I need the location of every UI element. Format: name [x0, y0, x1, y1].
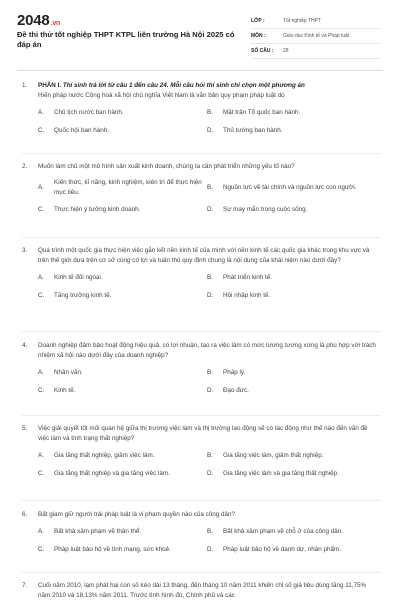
option-a[interactable]	[38, 105, 207, 121]
option-letter: A.	[38, 184, 44, 191]
option-letter: C.	[38, 206, 45, 213]
option-text: Thực hiện ý tưởng kinh doanh.	[54, 206, 141, 213]
option-a[interactable]	[38, 270, 207, 286]
options	[38, 524, 380, 558]
option-a[interactable]	[38, 448, 207, 464]
option-letter: C.	[38, 292, 45, 299]
document-title: Đề thi thử tốt nghiệp THPT KTPL liên trường Hà Nội 2025 có đáp án	[17, 30, 235, 49]
option-text: Gia tăng việc làm và gia tăng thất nghiệp.	[223, 470, 339, 477]
option-letter: A.	[38, 452, 44, 459]
option-letter: D.	[207, 546, 214, 553]
option-d[interactable]	[207, 202, 376, 218]
option-d[interactable]	[207, 383, 376, 399]
question-1	[22, 81, 380, 139]
question-7	[22, 581, 380, 600]
question-divider	[22, 237, 380, 238]
option-text: Chủ tịch nước ban hành.	[54, 109, 124, 116]
option-text: Kinh tế đối ngoại.	[54, 274, 103, 281]
option-text: Mặt trận Tổ quốc ban hành.	[223, 109, 301, 116]
meta-value: Giáo dục Kinh tế và Pháp luật	[283, 33, 350, 39]
question-text: Doanh nghiệp đảm bảo hoạt động hiệu quả, có lợi nhuận, tạo ra việc làm có mức lương tương xứng là phù hợp với trách nhiệm xã hội nào dưới đây của doanh nghiệp?	[38, 342, 376, 359]
option-letter: C.	[38, 387, 45, 394]
option-text: Đạo đức.	[223, 387, 249, 394]
option-letter: A.	[38, 369, 44, 376]
option-letter: D.	[207, 127, 214, 134]
question-text: Cuối năm 2010, lạm phát hai con số kéo dài 13 tháng, đến tháng 10 năm 2011 khiến chỉ số giá tiêu dùng tăng 11,75% năm 2010 và 18,13% năm 2011. Trước tình hình đó, Chính phủ và các	[38, 582, 367, 599]
option-d[interactable]	[207, 466, 376, 482]
question-text: Quá trình một quốc gia thực hiện việc gắn kết nền kinh tế của mình với nền kinh tế các quốc gia khác trong khu vực và trên thế giới dựa trên cơ sở cùng có lợi và tuân thủ quy định chung là nội dung của khái niệm nào dưới đây?	[38, 247, 370, 264]
question-text: Muốn làm chủ một mô hình sản xuất kinh doanh, chúng ta cần phát triển những yếu tố nào?	[38, 163, 295, 170]
option-b[interactable]	[207, 365, 376, 381]
question-divider	[22, 331, 380, 332]
option-text: Pháp luật bảo hộ về danh dự, nhân phẩm.	[223, 546, 341, 553]
part-title: PHẦN I.	[38, 82, 62, 89]
option-text: Kiến thức, kĩ năng, kinh nghiệm, kiên trì để thực hiện mục tiêu.	[54, 179, 202, 196]
meta-value: 28	[283, 48, 289, 54]
part-heading	[38, 81, 380, 91]
option-letter: A.	[38, 109, 44, 116]
question-text: Hiến pháp nước Cộng hoà xã hội chủ nghĩa Việt Nam là văn bản quy phạm pháp luật do	[38, 92, 285, 99]
option-text: Hội nhập kinh tế.	[223, 292, 271, 299]
meta-label: SỐ CÂU :	[251, 48, 274, 54]
question-number: 4.	[22, 342, 28, 349]
question-number: 7.	[22, 582, 28, 589]
option-text: Nhân văn.	[54, 369, 83, 376]
option-d[interactable]	[207, 542, 376, 558]
option-b[interactable]	[207, 270, 376, 286]
options	[38, 270, 380, 304]
option-c[interactable]	[38, 288, 207, 304]
option-c[interactable]	[38, 542, 207, 558]
question-divider	[22, 153, 380, 154]
question-divider	[22, 572, 380, 573]
question-number: 5.	[22, 425, 28, 432]
options	[38, 105, 380, 139]
option-letter: A.	[38, 528, 44, 535]
question-2	[22, 162, 380, 218]
brand-suffix: .vn	[50, 20, 61, 27]
question-number: 2.	[22, 163, 28, 170]
question-4	[22, 341, 380, 399]
option-letter: B.	[207, 109, 213, 116]
options	[38, 448, 380, 482]
option-text: Pháp lý.	[223, 369, 246, 376]
options	[38, 176, 380, 218]
option-letter: D.	[207, 387, 214, 394]
option-text: Bất khả xâm phạm về chỗ ở của công dân.	[223, 528, 343, 535]
meta-row-class	[251, 14, 381, 29]
option-letter: B.	[207, 184, 213, 191]
option-c[interactable]	[38, 466, 207, 482]
option-letter: B.	[207, 452, 213, 459]
option-b[interactable]	[207, 176, 376, 200]
option-letter: D.	[207, 206, 214, 213]
meta-label: LỚP :	[251, 18, 265, 24]
option-b[interactable]	[207, 448, 376, 464]
part-note: Thí sinh trả lời từ câu 1 đến câu 24. Mỗi câu hỏi thí sinh chỉ chọn một phương án	[62, 82, 305, 89]
question-6	[22, 510, 380, 558]
option-text: Gia tăng việc làm, giảm thất nghiệp.	[223, 452, 324, 459]
option-a[interactable]	[38, 524, 207, 540]
option-text: Gia tăng thất nghiệp và gia tăng việc làm.	[54, 470, 170, 477]
option-text: Kinh tế.	[54, 387, 76, 394]
option-c[interactable]	[38, 383, 207, 399]
question-3	[22, 246, 380, 304]
option-letter: C.	[38, 546, 45, 553]
question-number: 6.	[22, 511, 28, 518]
brand-logo[interactable]	[17, 12, 60, 29]
option-c[interactable]	[38, 123, 207, 139]
option-letter: D.	[207, 470, 214, 477]
meta-label: MÔN :	[251, 33, 266, 39]
option-letter: B.	[207, 274, 213, 281]
option-letter: C.	[38, 127, 45, 134]
option-letter: B.	[207, 369, 213, 376]
option-text: Tăng trưởng kinh tế.	[54, 292, 112, 299]
option-d[interactable]	[207, 288, 376, 304]
option-text: Pháp luật bảo hộ về tính mạng, sức khoẻ.	[54, 546, 171, 553]
option-d[interactable]	[207, 123, 376, 139]
option-b[interactable]	[207, 524, 376, 540]
option-c[interactable]	[38, 202, 207, 218]
brand-name: 2048	[17, 12, 50, 29]
option-a[interactable]	[38, 365, 207, 381]
question-divider	[22, 415, 380, 416]
option-letter: C.	[38, 470, 45, 477]
question-number: 3.	[22, 247, 28, 254]
question-5	[22, 424, 380, 482]
option-text: Bất khả xâm phạm về thân thể.	[54, 528, 142, 535]
question-text: Việc giải quyết tốt mối quan hệ giữa thị trường việc làm và thị trường lao động sẽ có tác động như thế nào đến vấn đề việc làm và tình trạng thất nghiệp?	[38, 425, 368, 442]
option-text: Sự may mắn trong cuộc sống.	[223, 206, 308, 213]
question-text: Bất giam giữ người trái pháp luật là vi phạm quyền nào của công dân?	[38, 511, 236, 518]
option-text: Gia tăng thất nghiệp, giảm việc làm.	[54, 452, 155, 459]
option-text: Quốc hội ban hành.	[54, 127, 109, 134]
header	[0, 0, 400, 62]
header-divider	[17, 70, 383, 71]
option-letter: A.	[38, 274, 44, 281]
question-divider	[22, 500, 380, 501]
options	[38, 365, 380, 399]
option-letter: B.	[207, 528, 213, 535]
option-letter: D.	[207, 292, 214, 299]
question-number: 1.	[22, 82, 28, 89]
option-b[interactable]	[207, 105, 376, 121]
meta-value: Tốt nghiệp THPT	[283, 18, 321, 24]
exam-meta	[251, 14, 381, 59]
option-text: Phát triển kinh tế.	[223, 274, 273, 281]
option-text: Nguồn lực về tài chính và nguồn lực con người.	[223, 184, 357, 191]
meta-row-subject	[251, 29, 381, 44]
meta-row-count	[251, 44, 381, 59]
option-a[interactable]	[38, 176, 207, 200]
option-text: Thủ tướng ban hành.	[223, 127, 283, 134]
